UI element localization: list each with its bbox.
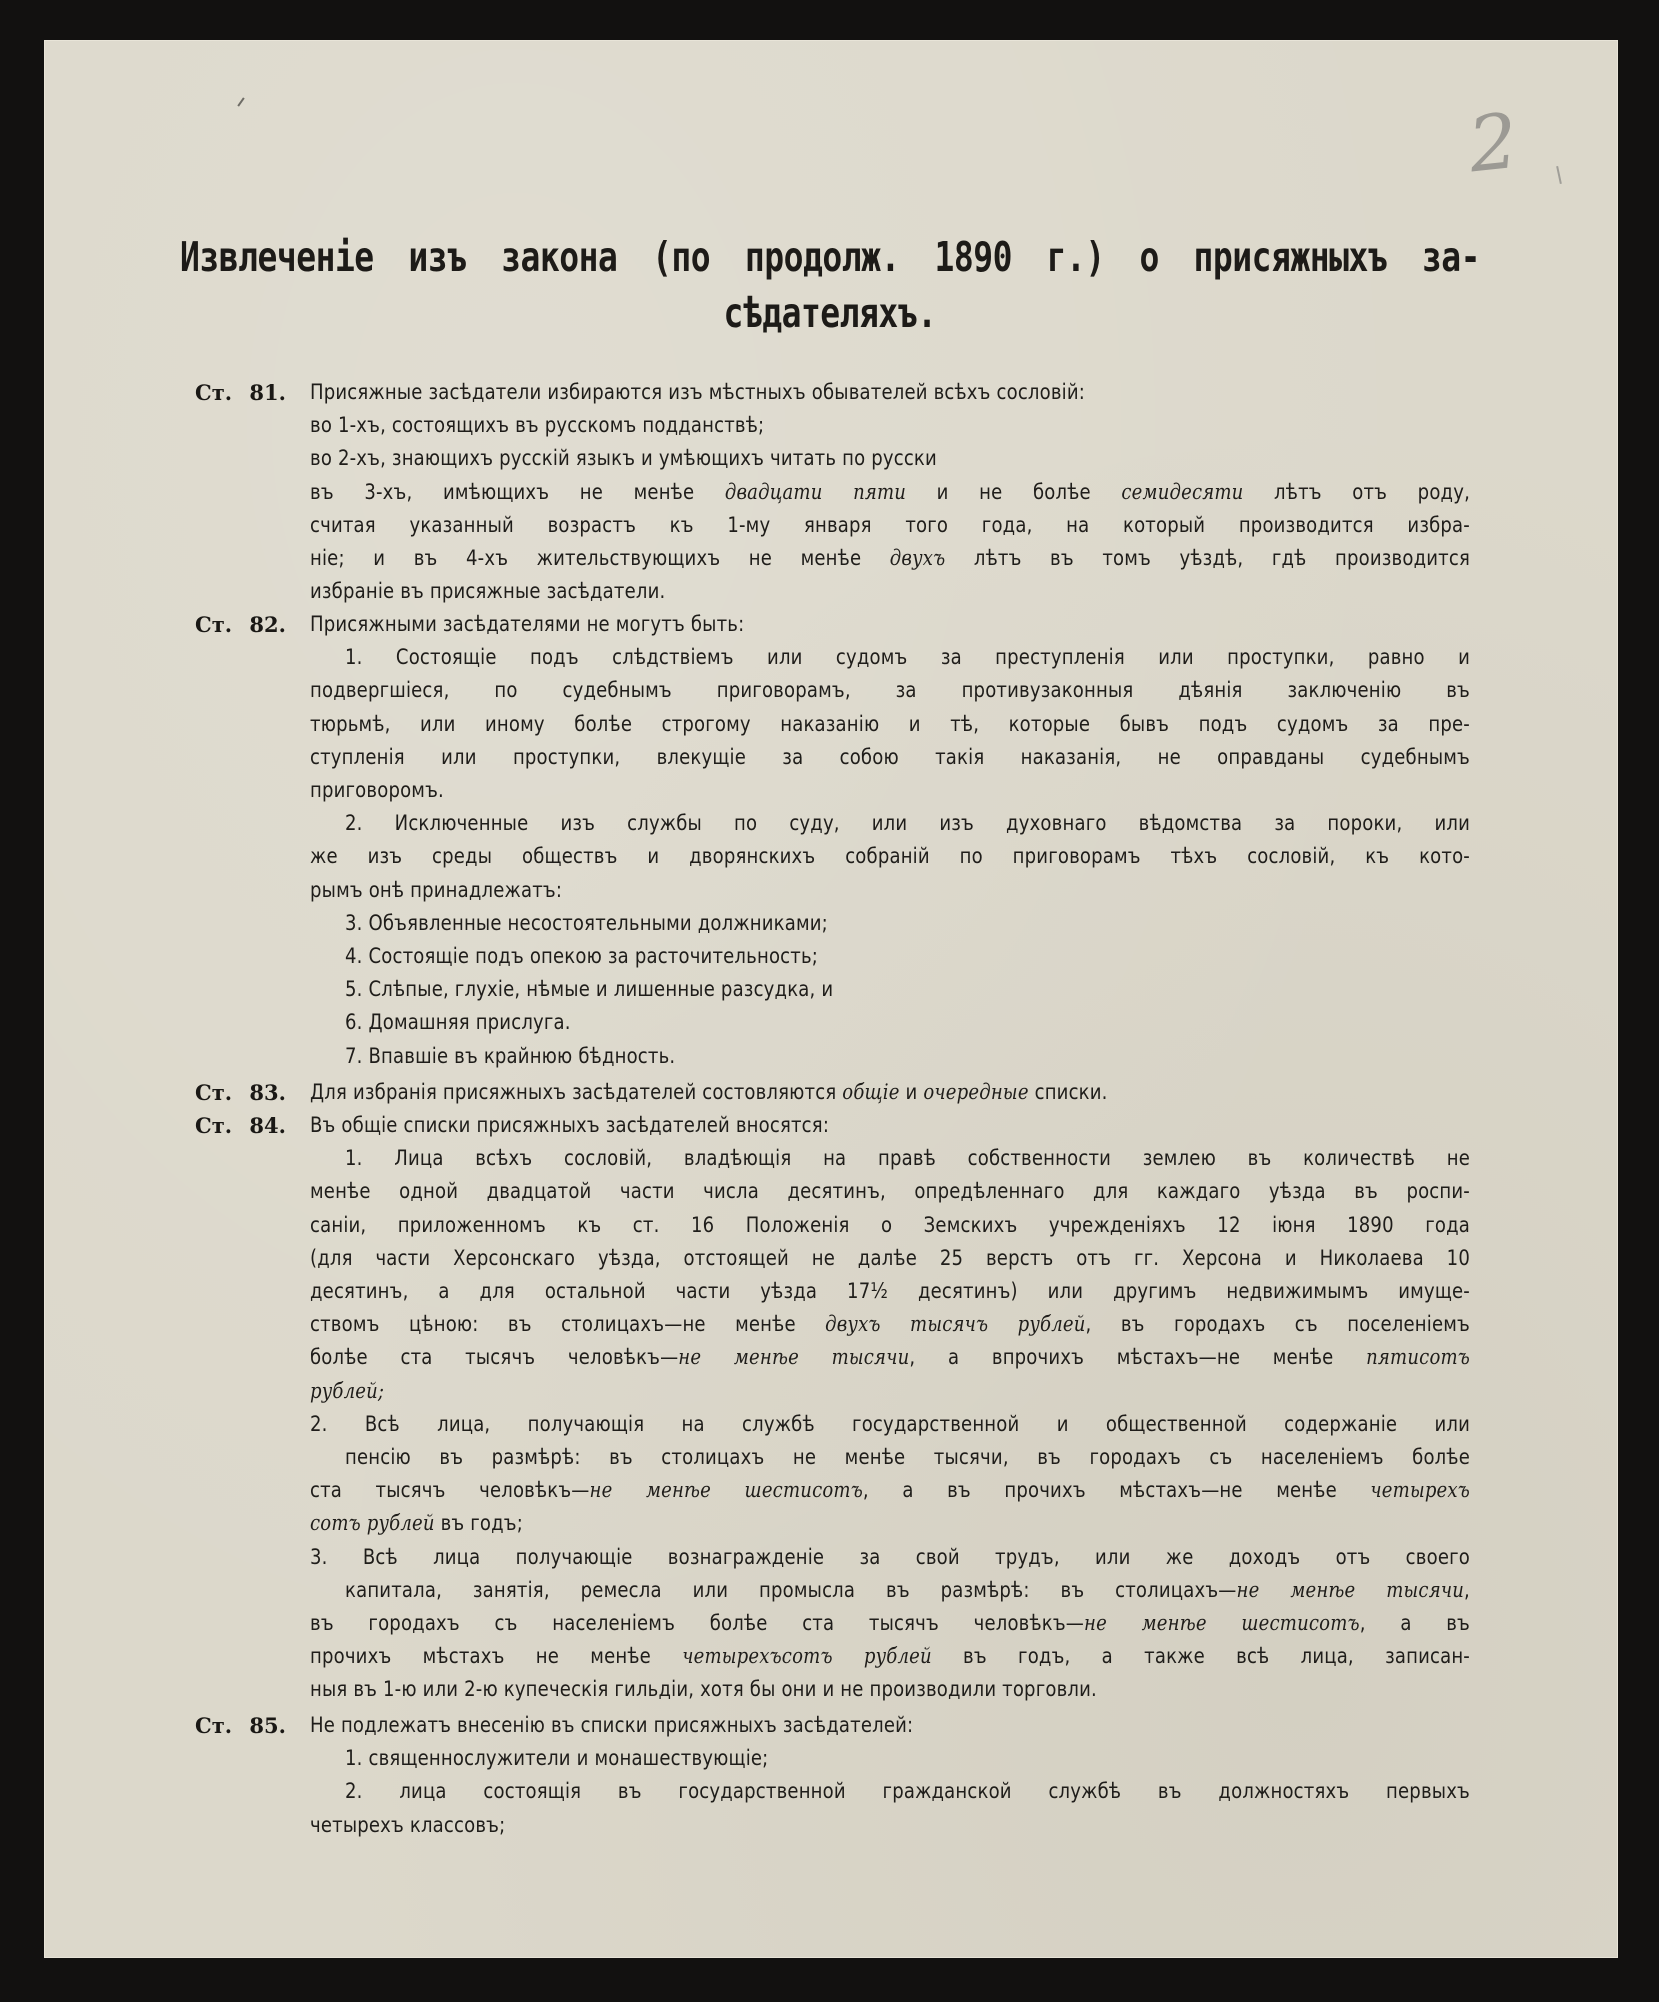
text-run: въ городахъ съ населеніемъ болѣе ста тысячъ человѣкъ— — [310, 1611, 1085, 1635]
article-label: Ст. 83. — [195, 1080, 286, 1105]
text-run: (для части Херсонскаго уѣзда, отстоящей не далѣе 25 верстъ отъ гг. Херсона и Николаева 10 — [310, 1245, 1470, 1270]
italic-emphasis: не менѣе тысячи — [678, 1345, 910, 1370]
text-run: прочихъ мѣстахъ не менѣе — [310, 1644, 683, 1669]
text-run: , а въ прочихъ мѣстахъ—не менѣе — [862, 1478, 1371, 1503]
article-label: Ст. 84. — [195, 1113, 286, 1138]
article-text-line — [345, 1006, 571, 1039]
text-run: списки. — [1028, 1080, 1108, 1104]
text-run: пенсію въ размѣрѣ: въ столицахъ не менѣе тысячи, въ городахъ съ населеніемъ болѣе — [345, 1445, 1470, 1469]
article-text-line — [310, 1109, 829, 1142]
text-run: десятинъ, а для остальной части уѣзда 17½ десятинъ) или другимъ недвижимымъ имуще- — [310, 1279, 1470, 1303]
text-run: ста тысячъ человѣкъ— — [310, 1478, 590, 1503]
text-run: избраніе въ присяжные засѣдатели. — [310, 579, 666, 604]
article-text-line — [310, 1640, 1470, 1673]
article-text-line — [310, 708, 1470, 741]
text-run: капитала, занятія, ремесла или промысла въ размѣрѣ: въ столицахъ— — [345, 1577, 1237, 1602]
article-label: Ст. 81. — [195, 380, 286, 405]
text-run: въ годъ; — [434, 1511, 523, 1536]
text-run: , — [1464, 1577, 1470, 1602]
article-text-line — [310, 1076, 1108, 1109]
text-run: 6. Домашняя прислуга. — [345, 1010, 571, 1035]
text-run: во 2-хъ, знающихъ русскій языкъ и умѣющихъ читать по русски — [310, 446, 937, 471]
article-text-line — [310, 1709, 913, 1742]
text-run: , въ городахъ съ поселеніемъ — [1085, 1312, 1470, 1337]
italic-emphasis: четырехъ — [1370, 1478, 1470, 1503]
italic-emphasis: не менѣе тысячи — [1236, 1577, 1465, 1602]
italic-emphasis: рублей; — [310, 1378, 385, 1403]
text-run: ніе; и въ 4-хъ жительствующихъ не менѣе — [310, 546, 890, 570]
document-title-line-2: сѣдателяхъ. — [723, 288, 937, 337]
article-text-line — [310, 1375, 384, 1408]
article-text-line — [345, 1040, 675, 1073]
text-run: подвергшіеся, по судебнымъ приговорамъ, за противузаконныя дѣянія заключенію въ — [310, 678, 1470, 703]
article-text-line — [310, 840, 1470, 873]
text-run: 1. Состоящіе подъ слѣдствіемъ или судомъ за преступленія или проступки, равно и — [345, 645, 1470, 670]
document-title-line-1: Извлеченіе изъ закона (по продолж. 1890 г.) о присяжныхъ за- — [180, 232, 1480, 281]
italic-emphasis: не менѣе шестисотъ — [589, 1478, 863, 1503]
article-label: Ст. 82. — [195, 612, 286, 637]
article-text-line — [310, 774, 444, 807]
italic-emphasis: пятисотъ — [1366, 1345, 1470, 1370]
article-text-line — [345, 1742, 768, 1775]
article-text-line — [310, 741, 1470, 774]
article-text-line — [310, 575, 665, 608]
text-run: , а впрочихъ мѣстахъ—не менѣе — [909, 1345, 1367, 1370]
italic-emphasis: не менѣе шестисотъ — [1084, 1611, 1360, 1635]
article-text-line — [310, 409, 764, 442]
text-run: 2. Всѣ лица, получающія на службѣ государственной и общественной содержаніе или — [310, 1411, 1470, 1436]
article-text-line — [310, 476, 1470, 509]
article-label: Ст. 85. — [195, 1713, 286, 1738]
article-text-line — [310, 1175, 1470, 1208]
text-run: 4. Состоящіе подъ опекою за расточительность; — [345, 944, 819, 968]
article-text-line — [310, 1474, 1470, 1507]
article-text-line — [310, 1607, 1470, 1640]
article-text-line — [345, 1775, 1470, 1808]
article-text-line — [345, 1142, 1470, 1175]
italic-emphasis: общіе — [842, 1080, 900, 1104]
text-run: Присяжные засѣдатели избираются изъ мѣстныхъ обывателей всѣхъ сословій: — [310, 380, 1086, 404]
article-text-line — [345, 1574, 1470, 1607]
text-run: и — [899, 1080, 924, 1104]
article-text-line — [310, 874, 562, 907]
article-text-line — [345, 807, 1470, 840]
text-run: четырехъ классовъ; — [310, 1812, 506, 1837]
text-run: 2. Исключенные изъ службы по суду, или изъ духовнаго вѣдомства за пороки, или — [345, 811, 1470, 836]
article-text-line — [310, 1308, 1470, 1341]
text-run: Присяжными засѣдателями не могутъ быть: — [310, 612, 745, 636]
article-text-line — [310, 1541, 1470, 1574]
italic-emphasis: двухъ тысячъ рублей — [825, 1312, 1086, 1337]
italic-emphasis: двухъ — [889, 546, 946, 570]
article-text-line — [310, 442, 937, 475]
text-run: менѣе одной двадцатой части числа десятинъ, опредѣленнаго для каждаго уѣзда въ роспи- — [310, 1179, 1470, 1204]
article-text-line — [310, 1507, 523, 1540]
text-run: въ годъ, а также всѣ лица, записан- — [931, 1644, 1470, 1669]
text-run: лѣтъ въ томъ уѣздѣ, гдѣ производится — [945, 546, 1470, 570]
article-text-line — [345, 940, 818, 973]
article-text-line — [345, 907, 828, 940]
text-run: считая указанный возрастъ къ 1-му января того года, на который производится избра- — [310, 512, 1470, 537]
text-run: же изъ среды обществъ и дворянскихъ собраній по приговорамъ тѣхъ сословій, къ кото- — [310, 844, 1470, 869]
article-text-line — [345, 641, 1470, 674]
text-run: ныя въ 1-ю или 2-ю купеческія гильдіи, хотя бы они и не производили торговли. — [310, 1677, 1097, 1702]
text-run: ступленія или проступки, влекущіе за собою такія наказанія, не оправданы судебнымъ — [310, 744, 1470, 769]
text-run: Въ общіе списки присяжныхъ засѣдателей вносятся: — [310, 1113, 830, 1137]
text-run: 3. Объявленные несостоятельными должниками; — [345, 910, 828, 935]
text-run: Не подлежатъ внесенію въ списки присяжныхъ засѣдателей: — [310, 1713, 914, 1737]
italic-emphasis: четырехъсотъ рублей — [682, 1644, 932, 1669]
text-run: рымъ онѣ принадлежатъ: — [310, 877, 563, 902]
article-text-line — [310, 608, 744, 641]
text-run: 1. Лица всѣхъ сословій, владѣющія на правѣ собственности землею въ количествѣ не — [345, 1146, 1470, 1171]
text-run: болѣе ста тысячъ человѣкъ— — [310, 1345, 679, 1370]
text-run: 2. лица состоящія въ государственной гражданской службѣ въ должностяхъ первыхъ — [345, 1779, 1470, 1804]
italic-emphasis: двадцати пяти — [724, 479, 907, 504]
text-run: 5. Слѣпые, глухіе, нѣмые и лишенные разсудка, и — [345, 977, 834, 1002]
text-run: Для избранія присяжныхъ засѣдателей состовляются — [310, 1080, 843, 1104]
article-text-line — [310, 509, 1470, 542]
text-run: 7. Впавшіе въ крайнюю бѣдность. — [345, 1043, 676, 1068]
article-text-line — [310, 1341, 1470, 1374]
article-text-line — [345, 973, 833, 1006]
article-text-line — [310, 1242, 1470, 1275]
text-run: тюрьмѣ, или иному болѣе строгому наказанію и тѣ, которые бывъ подъ судомъ за пре- — [310, 711, 1470, 736]
text-run: приговоромъ. — [310, 778, 444, 802]
article-text-line — [310, 542, 1470, 575]
text-run: ствомъ цѣною: въ столицахъ—не менѣе — [310, 1312, 826, 1337]
text-run: саніи, приложенномъ къ ст. 16 Положенія о Земскихъ учрежденіяхъ 12 іюня 1890 года — [310, 1212, 1470, 1237]
text-run: лѣтъ отъ роду, — [1243, 479, 1470, 504]
italic-emphasis: очередные — [923, 1080, 1029, 1104]
italic-emphasis: сотъ рублей — [310, 1511, 435, 1536]
italic-emphasis: семидесяти — [1121, 479, 1244, 504]
article-text-line — [310, 376, 1085, 409]
article-text-line — [310, 1275, 1470, 1308]
text-run: , а въ — [1359, 1611, 1470, 1635]
article-text-line — [310, 1408, 1470, 1441]
text-run: 1. священнослужители и монашествующіе; — [345, 1746, 769, 1771]
text-run: во 1-хъ, состоящихъ въ русскомъ подданствѣ; — [310, 413, 765, 438]
folio-number: 2 — [1464, 95, 1524, 190]
article-text-line — [310, 1673, 1097, 1706]
article-text-line — [310, 674, 1470, 707]
text-run: въ 3-хъ, имѣющихъ не менѣе — [310, 479, 725, 504]
article-text-line — [345, 1441, 1470, 1474]
article-text-line — [310, 1209, 1470, 1242]
text-run: 3. Всѣ лица получающіе вознагражденіе за свой трудъ, или же доходъ отъ своего — [310, 1544, 1470, 1569]
text-run: и не болѣе — [906, 479, 1122, 504]
article-text-line — [310, 1809, 505, 1842]
